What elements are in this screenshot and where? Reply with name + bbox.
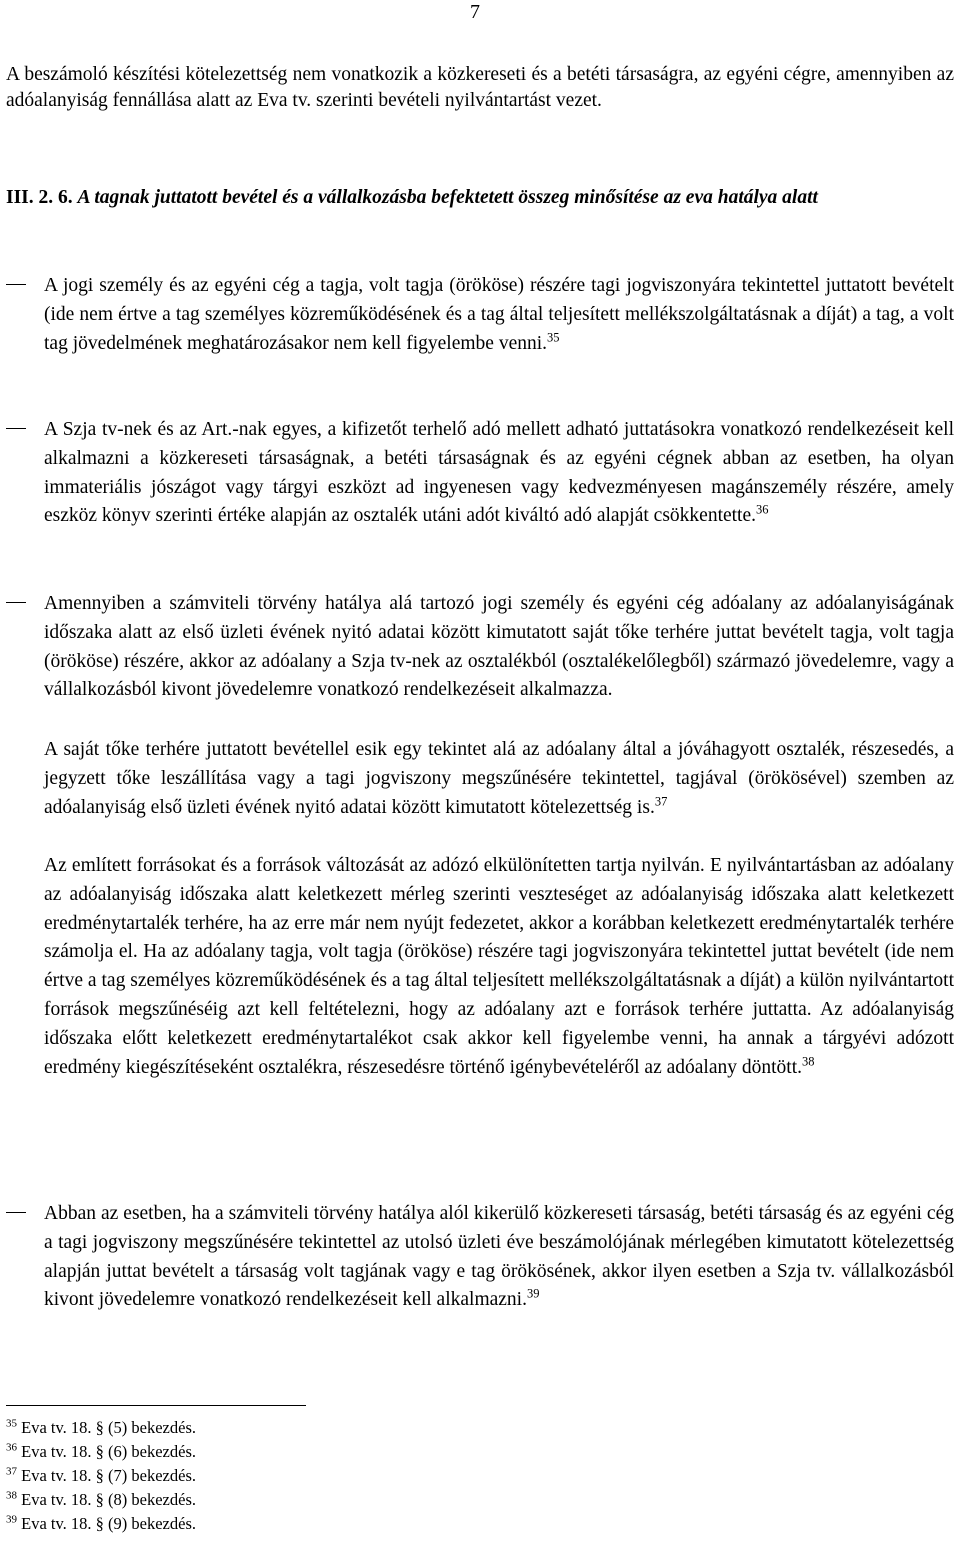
footnote-ref: 39 [526,1286,540,1301]
footnote-text: Eva tv. 18. § (9) bekezdés. [21,1514,196,1533]
footnote-ref: 36 [756,502,769,517]
section-number: III. 2. 6. [6,187,73,208]
item-text: A jogi személy és az egyéni cég a tagja, volt tagja (örököse) részére tagi jogviszonyára tekintettel juttatott bevételt (ide nem értve a tag személyes közreműködésének és a tag által teljesített mellékszolgáltatásnak a díját) a tag, a volt tag jövedelmének meghatározásakor nem kell figyelembe venni. [44,275,954,354]
footnote-ref: 37 [654,794,668,809]
dash-marker [6,284,26,285]
footnote-ref: 38 [802,1054,815,1069]
block-text: Az említett forrásokat és a források változását az adózó elkülönítetten tartja nyilván. E nyilvántartásban az adóalany az adóalanyiság időszaka alatt keletkezett mérleg szerinti veszteséget az adóalanyiság időszaka alatt keletkezett eredménytartalék terhére, ha az erre már nem nyújt fedezetet, akkor a korábban keletkezett eredménytartalék terhére számolja el. Ha az adóalany tagja, volt tagja (örököse) részére tagi jogviszonyára tekintettel juttat bevételt (ide nem értve a tag személyes közreműködésének és a tag által teljesített mellékszolgáltatásnak a díját) a külön nyilvántartott források megszűnéséig azt kell feltételezni, hogy az adóalany azt e források terhére juttatta. Az adóalanyiság időszaka előtt keletkezett eredménytartalékot csak akkor kell figyelembe venni, ha annak a tárgyévi adózott eredmény kiegészítéseként osztalékra, részesedésre történő igénybevételéről az adóalany döntött. [44,855,954,1078]
footnote-divider [6,1405,306,1406]
footnote [6,1490,196,1510]
footnote [6,1466,196,1486]
footnote-text: Eva tv. 18. § (5) bekezdés. [21,1418,196,1437]
footnote-text: Eva tv. 18. § (7) bekezdés. [21,1466,196,1485]
dash-marker [6,428,26,429]
intro-paragraph: A beszámoló készítési kötelezettség nem vonatkozik a közkereseti és a betéti társaságra, az egyéni cégre, amennyiben az adóalanyiság fennállása alatt az Eva tv. szerinti bevételi nyilvántartást vezet. [6,64,954,111]
indented-paragraph [44,852,954,1082]
section-title: A tagnak juttatott bevétel és a vállalkozásba befektetett összeg minősítése az eva hatálya alatt [77,187,818,208]
footnote [6,1514,196,1534]
indented-paragraph [44,736,954,822]
footnote-text: Eva tv. 18. § (8) bekezdés. [21,1490,196,1509]
item-text: Amennyiben a számviteli törvény hatálya alá tartozó jogi személy és egyéni cég adóalany az adóalanyiságának időszaka alatt az első üzleti évének nyitó adatai között kimutatott saját tőke terhére juttat bevételt tagja, volt tagja (örököse) részére, akkor az adóalany a Szja tv-nek az osztalékból (osztalékelőlegből) származó jövedelemre, vagy a vállalkozásból kivont jövedelemre vonatkozó rendelkezéseit alkalmazza. [44,593,954,701]
dash-marker [6,1212,26,1213]
page-number: 7 [470,1,480,23]
footnote-text: Eva tv. 18. § (6) bekezdés. [21,1442,196,1461]
footnote [6,1442,196,1462]
footnote-number: 39 [6,1513,17,1526]
footnote [6,1418,196,1438]
dash-marker [6,602,26,603]
block-text: A saját tőke terhére juttatott bevétellel esik egy tekintet alá az adóalany által a jóváhagyott osztalék, részesedés, a jegyzett tőke leszállítása vagy a tagi jogviszony megszűnésére tekintettel, tagjával (örökösével) szemben az adóalanyiság első üzleti évének nyitó adatai között kimutatott kötelezettség is. [44,739,954,818]
footnote-ref: 35 [547,330,560,345]
footnote-number: 37 [6,1465,17,1478]
item-text: Abban az esetben, ha a számviteli törvény hatálya alól kikerülő közkereseti társaság, betéti társaság és az egyéni cég a tagi jogviszony megszűnésére tekintettel az utolsó üzleti éve beszámolójának mérlegében kimutatott kötelezettség alapján juttat bevételt a társaság volt tagjának vagy e tag örökösének, akkor ilyen esetben a Szja tv. vállalkozásból kivont jövedelemre vonatkozó rendelkezéseit kell alkalmazni. [44,1203,954,1311]
footnote-number: 36 [6,1441,17,1454]
item-text: A Szja tv-nek és az Art.-nak egyes, a kifizetőt terhelő adó mellett adható juttatásokra vonatkozó rendelkezéseit kell alkalmazni a közkereseti társaságnak, a betéti társaságnak és az egyéni cégnek abban az esetben, ha olyan immateriális jószágot vagy tárgyi eszközt ad ingyenesen vagy kedvezményesen magánszemély részére, amely eszköz könyv szerinti értéke alapján az osztalék utáni adót kiváltó adó alapját csökkentette. [44,419,954,527]
footnote-number: 38 [6,1489,17,1502]
section-heading [6,184,954,212]
footnote-number: 35 [6,1417,17,1430]
